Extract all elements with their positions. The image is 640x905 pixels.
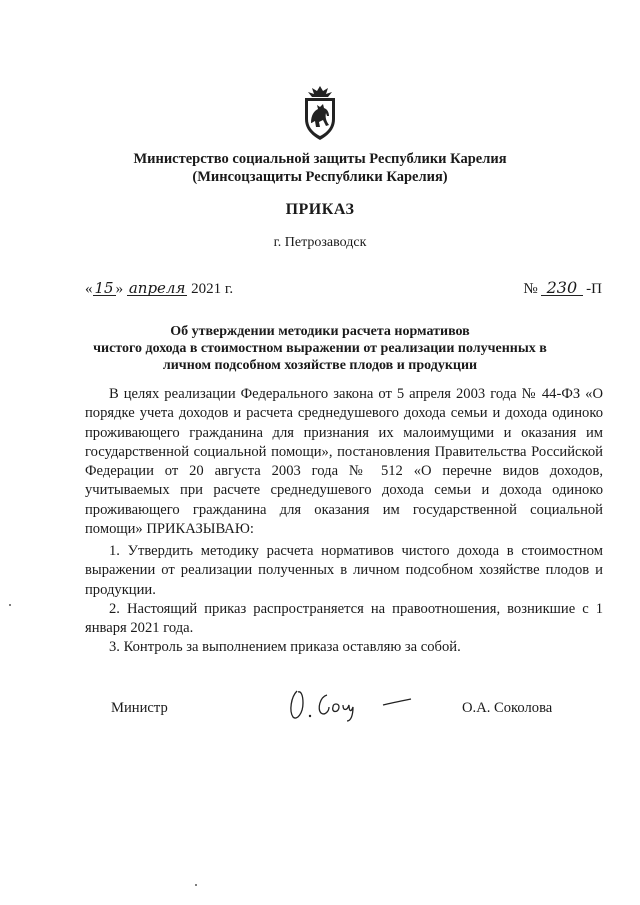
signatory-title: Министр [111, 700, 168, 716]
number-suffix: -П [586, 281, 602, 297]
date-month: апреля [128, 279, 186, 297]
order-item-1: 1. Утвердить методику расчета нормативов чистого дохода в стоимостном выражении от реализации полученных в личном подсобном хозяйстве плодов и продукции. [85, 543, 603, 598]
order-number [523, 278, 602, 298]
date-open-quote: « [85, 281, 93, 297]
scan-speck [9, 604, 11, 606]
order-subject [0, 323, 640, 374]
subject-line-1: Об утверждении методики расчета нормативов [170, 324, 470, 339]
date-close-quote: » [115, 281, 124, 297]
order-item-3: 3. Контроль за выполнением приказа оставляю за собой. [109, 639, 461, 656]
document-title: ПРИКАЗ [285, 201, 355, 218]
ministry-header [0, 150, 640, 186]
date-day: 15 [94, 279, 114, 297]
date-year: 2021 г. [191, 281, 234, 297]
order-items [85, 542, 603, 658]
scan-speck [195, 884, 197, 886]
intro-paragraph: В целях реализации Федерального закона от 5 апреля 2003 года № 44-ФЗ «О порядке учета доходов и расчета среднедушевого дохода семьи и дохода одиноко проживающего гражданина для признания их малоимущими и оказания им государственной социальной помощи», постановления Правительства Российской Федерации от 20 августа 2003 года № 512 «О перечне видов доходов, учитываемых при расчете среднедушевого дохода семьи и дохода одиноко проживающего гражданина для оказания им государственной социальной помощи» ПРИКАЗЫВАЮ: [85, 386, 603, 538]
city: г. Петрозаводск [273, 235, 367, 250]
number-prefix: № [523, 281, 538, 297]
coat-of-arms-emblem [299, 85, 341, 141]
ministry-name: Министерство социальной защиты Республики Карелия [133, 151, 507, 167]
subject-line-3: личном подсобном хозяйстве плодов и продукции [162, 358, 478, 373]
signatory-name: О.А. Соколова [462, 700, 553, 716]
number-value: 230 [541, 281, 584, 296]
order-date [85, 281, 233, 298]
ministry-short-name: (Минсоцзащиты Республики Карелия) [192, 169, 448, 185]
order-item-2: 2. Настоящий приказ распространяется на правоотношения, возникшие с 1 января 2021 года. [85, 600, 603, 637]
subject-line-2: чистого дохода в стоимостном выражении от реализации полученных в [93, 341, 547, 356]
handwritten-signature [285, 683, 425, 723]
